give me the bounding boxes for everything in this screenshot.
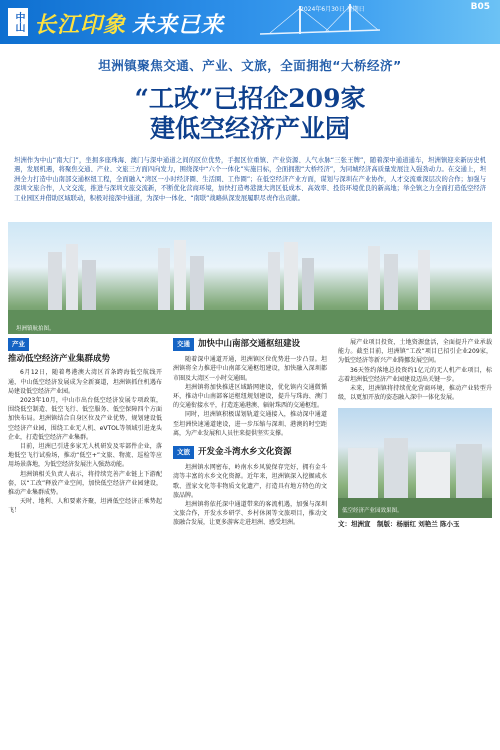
section-header-industry [8,338,162,351]
section-header-culture [173,446,327,459]
masthead-title-part2: 未来已来 [132,13,225,38]
masthead-title-part1: 长江印象 [34,13,127,38]
masthead-banner [0,0,500,44]
paragraph: 坦洲镇将依托深中通道带来的客流机遇，加强与深圳文旅合作，开发水乡研学、乡村休闲等文旅项目，推动文旅融合发展，让更多游客走进坦洲、感受坦洲。 [173,501,327,527]
photo-caption: 坦洲镇航拍图。 [16,326,55,332]
section-title-culture: 开发金斗湾水乡文化资源 [198,447,292,458]
paragraph: 展产业项目投资，土地资源盘活，全面提升产业承载能力。截至目前，坦洲镇“工改”项目已招引企业209家，为低空经济等新兴产业腾挪发展空间。 [338,339,492,365]
section-label-culture: 文旅 [173,446,194,459]
paragraph: 未来，坦洲镇将持续优化营商环境，推动产业转型升级，以更加开放的姿态融入深中一体化发展。 [338,385,492,402]
headline-title-line1: “工改”已招企209家 [134,84,366,113]
paragraph: 随着深中通道开通，坦洲镇区位优势进一步凸显。坦洲镇将全力推进中山南部交通枢纽建设，加快融入深圳都市圈及大湾区一小时交通圈。 [173,356,327,382]
industry-column [8,338,162,516]
aerial-photo [8,222,492,334]
page-number: B05 [470,2,490,12]
section-title-industry: 推动低空经济产业集群成势 [8,354,111,365]
paragraph: 坦洲镇相关负责人表示，将持续完善产业链上下游配套，以“工改”释放产业空间，加快低空经济产业园建设，推动产业集群成势。 [8,470,162,497]
plant-caption: 低空经济产业园效果图。 [342,508,403,515]
paragraph: 36天签约落地总投资约1亿元的无人机产业项目，标志着坦洲低空经济产业园建设迈出关键一步。 [338,366,492,383]
section-label-industry: 产业 [8,338,29,351]
section-tag: 中山 [8,8,28,36]
paragraph: 目前，坦洲已引进多家无人机研发及零部件企业，落地低空飞行试验场，推动“低空+”文旅、物流、巡检等应用场景落地，为低空经济发展注入强劲动能。 [8,443,162,469]
paragraph: 天时、地利、人和要素齐聚，坦洲低空经济正乘势起飞！ [8,498,162,515]
industrial-park-icon [338,408,492,518]
byline: 文：坦洲宣 制版：杨丽红 刘艳兰 陈小玉 [338,520,460,529]
paragraph: 2023年10月，中山市出台低空经济发展专项政策，围绕低空制造、低空飞行、低空服务、低空保障四个方面加快布局。坦洲镇结合自身区位及产业优势，规划建设低空经济产业园，围绕工业无人机、eVTOL等领域引进龙头企业，打造低空经济产业集群。 [8,397,162,441]
paragraph: 坦洲镇将加快推进区域路网建设，优化镇内交通微循环，推动中山南部客运枢纽规划建设，提升与珠海、澳门的交通衔接水平，打造连通港澳、辐射珠西的交通枢纽。 [173,383,327,410]
right-column [338,338,492,530]
paragraph: 同时，坦洲镇积极谋划轨道交通接入，推动深中通道至坦洲快速通道建设，进一步压缩与深圳、港澳的时空距离，为产业发展和人员往来提供坚实支撑。 [173,411,327,437]
headline-title-line2: 建低空经济产业园 [149,114,350,143]
city-skyline-icon [8,222,492,334]
section-header-traffic [173,338,327,351]
traffic-column [173,338,327,528]
paragraph: 坦洲镇水网密布，岭南水乡风貌保存完好，拥有金斗湾等丰富的水乡文化资源。近年来，坦洲镇深入挖掘咸水歌、疍家文化等非物质文化遗产，打造具有地方特色的文旅品牌。 [173,464,327,499]
masthead-date: 2024年6月30日 星期日 [300,6,365,13]
paragraph: 6月12日，随着粤港澳大湾区首条跨海低空航线开通，中山低空经济发展成为全新赛道，坦洲镇抓住机遇布局建设低空经济产业园。 [8,369,162,395]
section-title-traffic: 加快中山南部交通枢纽建设 [198,339,301,349]
section-label-traffic: 交通 [173,338,194,351]
headline-kicker: 坦洲镇聚焦交通、产业、文旅，全面拥抱“大桥经济” [98,58,402,73]
lead-paragraph: 坦洲作为中山“南大门”，坐拥多座珠海、澳门与深中通道之间的区位优势，手握区位重镇、产业资源、人气水脉“三张王牌”，随着深中通道通车，坦洲镇迎来新历史机遇，发展机遇，将聚焦交通、产业、文旅三方面四向发力，围绕深中“六个一体化”实施目标，全面拥抱“大桥经济”，为同城经济高质量发展注入强劲动力。在交通上，坦洲全力打造中山南部交通枢纽工程，全面融入“湾区一小时经济圈、生活圈、工作圈”；在低空经济产业方面，谋划与深圳在产业协作，人才交流重深层次的合作；加强与深圳文旅合作，人文交流，推进与深圳文旅交流新，不断优化营商环境，加快打造粤港澳大湾区低成本、高效率、投资环境优良的新高地；举全镇之力全面打造低空经济工业园区并借助区域联动，积极对接深中通道，为深中一体化、“南联”战略纵深发展履职尽责作出贡献。 [14,157,486,202]
headline-title [0,84,500,144]
headline-area [0,44,500,156]
masthead-title [34,8,224,39]
industrial-park-photo [338,408,492,518]
